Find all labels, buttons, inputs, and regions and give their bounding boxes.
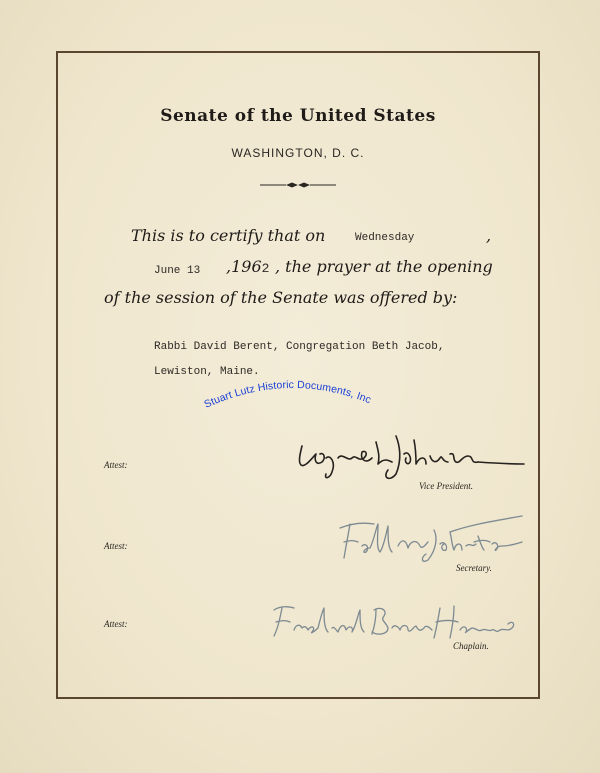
signature-secretary (332, 512, 528, 566)
svg-text:Stuart Lutz Historic Documents: Stuart Lutz Historic Documents, Inc (202, 378, 373, 411)
attest-label-chaplain: Attest: (104, 619, 128, 629)
watermark-seal (198, 350, 388, 430)
signature-vice-president (292, 432, 528, 484)
year-digit: 2 (261, 261, 270, 276)
attest-label-vp: Attest: (104, 460, 128, 470)
prayer-date: June 13 (154, 265, 201, 277)
certify-line-2: , the prayer at the opening (275, 257, 493, 276)
role-vice-president: Vice President. (419, 481, 473, 491)
offered-by-place: Lewiston, Maine. (154, 366, 260, 378)
attest-label-secretary: Attest: (104, 541, 128, 551)
year-prefix: ,196 (226, 257, 262, 276)
role-chaplain: Chaplain. (453, 641, 489, 651)
ornament-divider (258, 181, 338, 189)
document-location: WASHINGTON, D. C. (231, 146, 365, 160)
certify-line-3: of the session of the Senate was offered by: (104, 288, 458, 307)
line-end-comma: , (486, 226, 492, 245)
prayer-day: Wednesday (355, 232, 415, 244)
prayer-year (226, 257, 269, 276)
offered-by-name: Rabbi David Berent, Congregation Beth Jacob, (154, 341, 445, 353)
role-secretary: Secretary. (456, 563, 492, 573)
certify-line-1: This is to certify that on (131, 226, 326, 245)
signature-chaplain (268, 600, 520, 644)
document-title: Senate of the United States (160, 106, 436, 126)
